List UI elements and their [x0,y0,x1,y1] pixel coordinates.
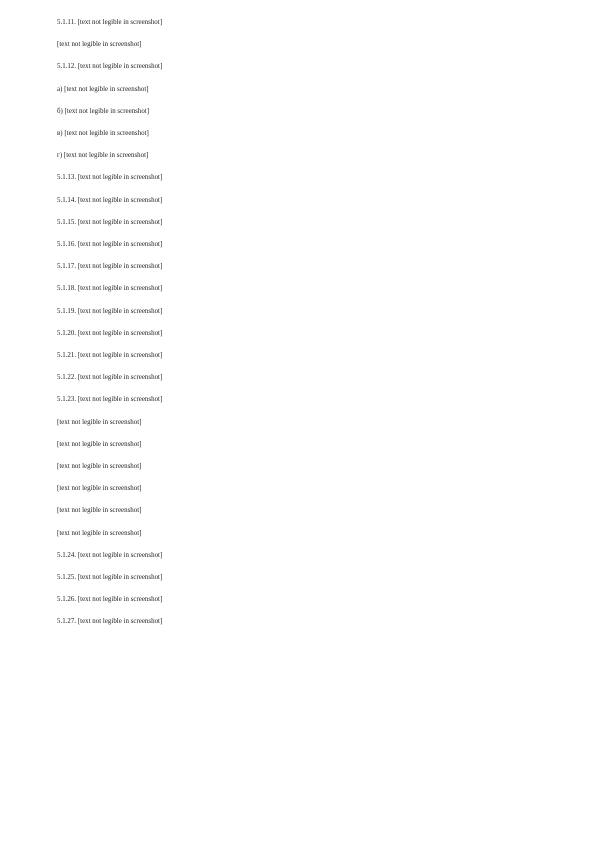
paragraph-text: 5.1.22. [text not legible in screenshot] [57,374,163,382]
paragraph-text: г) [text not legible in screenshot] [57,152,149,160]
paragraph-5-1-25 [57,573,525,583]
paragraph-item-v [57,129,525,139]
paragraph-5-1-12 [57,62,525,72]
paragraph-text: [text not legible in screenshot] [57,485,142,493]
paragraph-spray-fume-hoods [57,40,525,50]
paragraph-item-g [57,151,525,161]
paragraph-text: в) [text not legible in screenshot] [57,130,149,138]
paragraph-item-b [57,107,525,117]
paragraph-text: 5.1.20. [text not legible in screenshot] [57,329,163,337]
paragraph-5-1-15 [57,218,525,228]
paragraph-item-a [57,85,525,95]
paragraph-text: [text not legible in screenshot] [57,463,142,471]
paragraph-text: 5.1.25. [text not legible in screenshot] [57,574,163,582]
paragraph-text: 5.1.16. [text not legible in screenshot] [57,241,163,249]
paragraph-text: 5.1.18. [text not legible in screenshot] [57,285,163,293]
paragraph-list-repair-devices [57,462,525,472]
paragraph-list-inspection-windows [57,484,525,494]
paragraph-text: [text not legible in screenshot] [57,440,142,448]
paragraph-text: 5.1.14. [text not legible in screenshot] [57,196,163,204]
paragraph-list-automatic-control [57,418,525,428]
paragraph-text: 5.1.13. [text not legible in screenshot] [57,174,163,182]
paragraph-text: 5.1.21. [text not legible in screenshot] [57,352,163,360]
paragraph-text: [text not legible in screenshot] [57,41,142,49]
paragraph-5-1-20 [57,329,525,339]
paragraph-text: 5.1.12. [text not legible in screenshot] [57,63,163,71]
paragraph-5-1-18 [57,284,525,294]
paragraph-text: [text not legible in screenshot] [57,529,142,537]
paragraph-text: 5.1.24. [text not legible in screenshot] [57,551,163,559]
paragraph-5-1-11 [57,18,525,28]
paragraph-5-1-16 [57,240,525,250]
paragraph-list-steam-pipes [57,529,525,539]
paragraph-5-1-24 [57,551,525,561]
paragraph-5-1-17 [57,262,525,272]
paragraph-text: 5.1.15. [text not legible in screenshot] [57,218,163,226]
paragraph-text: 5.1.26. [text not legible in screenshot] [57,596,163,604]
paragraph-5-1-27 [57,617,525,627]
paragraph-5-1-21 [57,351,525,361]
paragraph-5-1-22 [57,373,525,383]
paragraph-5-1-14 [57,196,525,206]
paragraph-text: [text not legible in screenshot] [57,418,142,426]
paragraph-5-1-23 [57,395,525,405]
paragraph-5-1-26 [57,595,525,605]
paragraph-text: б) [text not legible in screenshot] [57,107,150,115]
paragraph-text: [text not legible in screenshot] [57,507,142,515]
paragraph-text: 5.1.11. [text not legible in screenshot] [57,19,163,26]
paragraph-5-1-13 [57,173,525,183]
paragraph-text: 5.1.17. [text not legible in screenshot] [57,263,163,271]
paragraph-text: 5.1.19. [text not legible in screenshot] [57,307,163,315]
paragraph-5-1-19 [57,307,525,317]
paragraph-text: 5.1.27. [text not legible in screenshot] [57,618,163,626]
paragraph-list-interlock-covers [57,506,525,516]
paragraph-text: а) [text not legible in screenshot] [57,85,149,93]
paragraph-list-unloading-hatches [57,440,525,450]
paragraph-text: 5.1.23. [text not legible in screenshot] [57,396,163,404]
